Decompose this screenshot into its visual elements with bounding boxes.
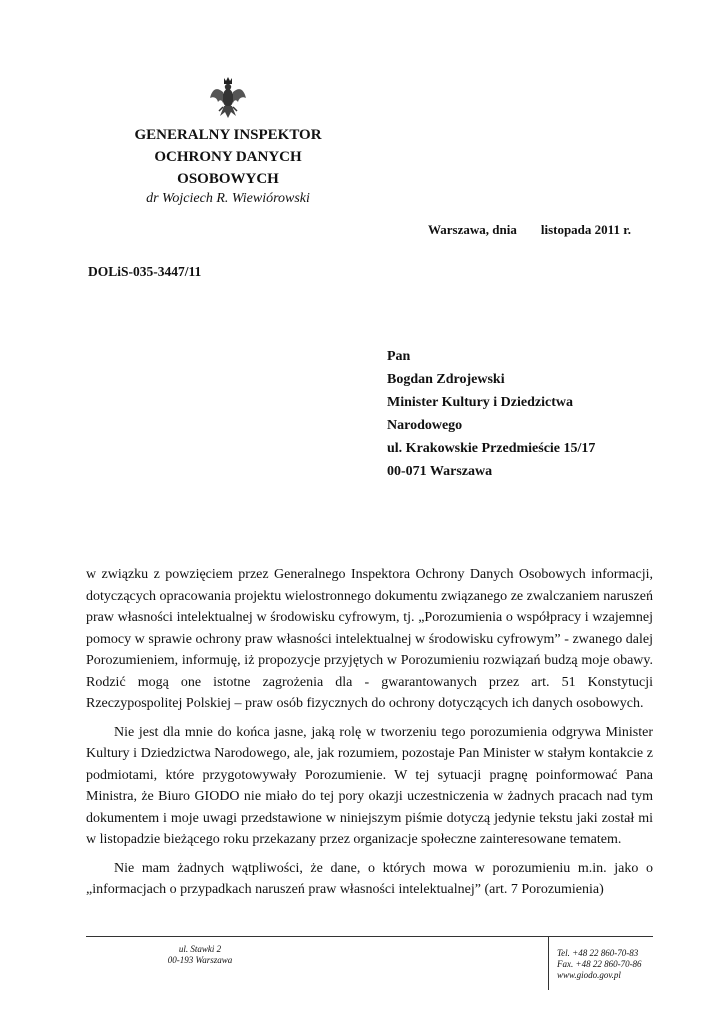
- reference-number: DOLiS-035-3447/11: [88, 264, 202, 279]
- footer-divider: [86, 936, 653, 937]
- polish-eagle-emblem-icon: [208, 76, 248, 120]
- recipient-address: [387, 345, 595, 483]
- recipient-city: 00-071 Warszawa: [387, 464, 493, 479]
- footer-web[interactable]: www.giodo.gov.pl: [557, 970, 621, 980]
- recipient-name: Bogdan Zdrojewski: [387, 372, 505, 387]
- issuer-name-line1: GENERALNY INSPEKTOR: [134, 127, 322, 143]
- body-paragraph-3: Nie mam żadnych wątpliwości, że dane, o których mowa w porozumieniu m.in. jako o „informacjach o przypadkach naruszeń praw własności intelektualnej” (art. 7 Porozumienia): [86, 860, 653, 897]
- body-paragraph-1: w związku z powzięciem przez Generalnego Inspektora Ochrony Danych Osobowych informacji, dotyczących opracowania projektu wielostronnego dokumentu związanego ze zwalczaniem naruszeń praw własności intelektualnej w środowisku cyfrowym, tj. „Porozumienia o współpracy i wzajemnej pomocy w sprawie ochrony praw własności intelektualnej w środowisku cyfrowym” - zwanego dalej Porozumieniem, informuję, iż propozycje przyjętych w Porozumieniu rozwiązań budzą moje obawy. Rodzić mogą one istotne zagrożenia dla - gwarantowanych przez art. 51 Konstytucji Rzeczypospolitej Polskiej – praw osób fizycznych do ochrony dotyczących ich danych osobowych.: [86, 567, 653, 711]
- footer-address: [150, 944, 250, 966]
- issuer-name-line2: OCHRONY DANYCH: [154, 149, 302, 165]
- footer-city: 00-193 Warszawa: [167, 955, 233, 965]
- recipient-salutation: Pan: [387, 349, 411, 364]
- body-paragraph-2: Nie jest dla mnie do końca jasne, jaką rolę w tworzeniu tego porozumienia odgrywa Minister Kultury i Dziedzictwa Narodowego, ale, jak rozumiem, pozostaje Pan Minister w stałym kontakcie z podmiotami, które przygotowywały Porozumienie. W tej sytuacji pragnę poinformować Pana Ministra, że Biuro GIODO nie miało do tej pory okazji uczestniczenia w żadnych pracach nad tym dokumentem i moje uwagi przedstawione w niniejszym piśmie dotyczą jedynie tekstu jaki został mi w listopadzie bieżącego roku przekazany przez organizacje społeczne zainteresowane tematem.: [86, 724, 653, 847]
- footer-vertical-divider: [548, 936, 549, 990]
- issuer-person: dr Wojciech R. Wiewiórowski: [146, 191, 310, 206]
- letter-body: [86, 564, 653, 908]
- footer-street: ul. Stawki 2: [178, 944, 222, 954]
- recipient-title-line2: Narodowego: [387, 418, 463, 433]
- issuer-name-line3: OSOBOWYCH: [177, 171, 279, 187]
- recipient-street: ul. Krakowskie Przedmieście 15/17: [387, 441, 596, 456]
- footer-contact: [557, 948, 642, 981]
- date-place: Warszawa, dnia: [428, 222, 517, 237]
- date-line: [428, 222, 631, 238]
- recipient-title-line1: Minister Kultury i Dziedzictwa: [387, 395, 573, 410]
- footer-fax: Fax. +48 22 860-70-86: [557, 959, 642, 969]
- issuer-block: [118, 124, 338, 208]
- date-month-year: listopada 2011 r.: [540, 222, 632, 237]
- footer-tel: Tel. +48 22 860-70-83: [557, 948, 639, 958]
